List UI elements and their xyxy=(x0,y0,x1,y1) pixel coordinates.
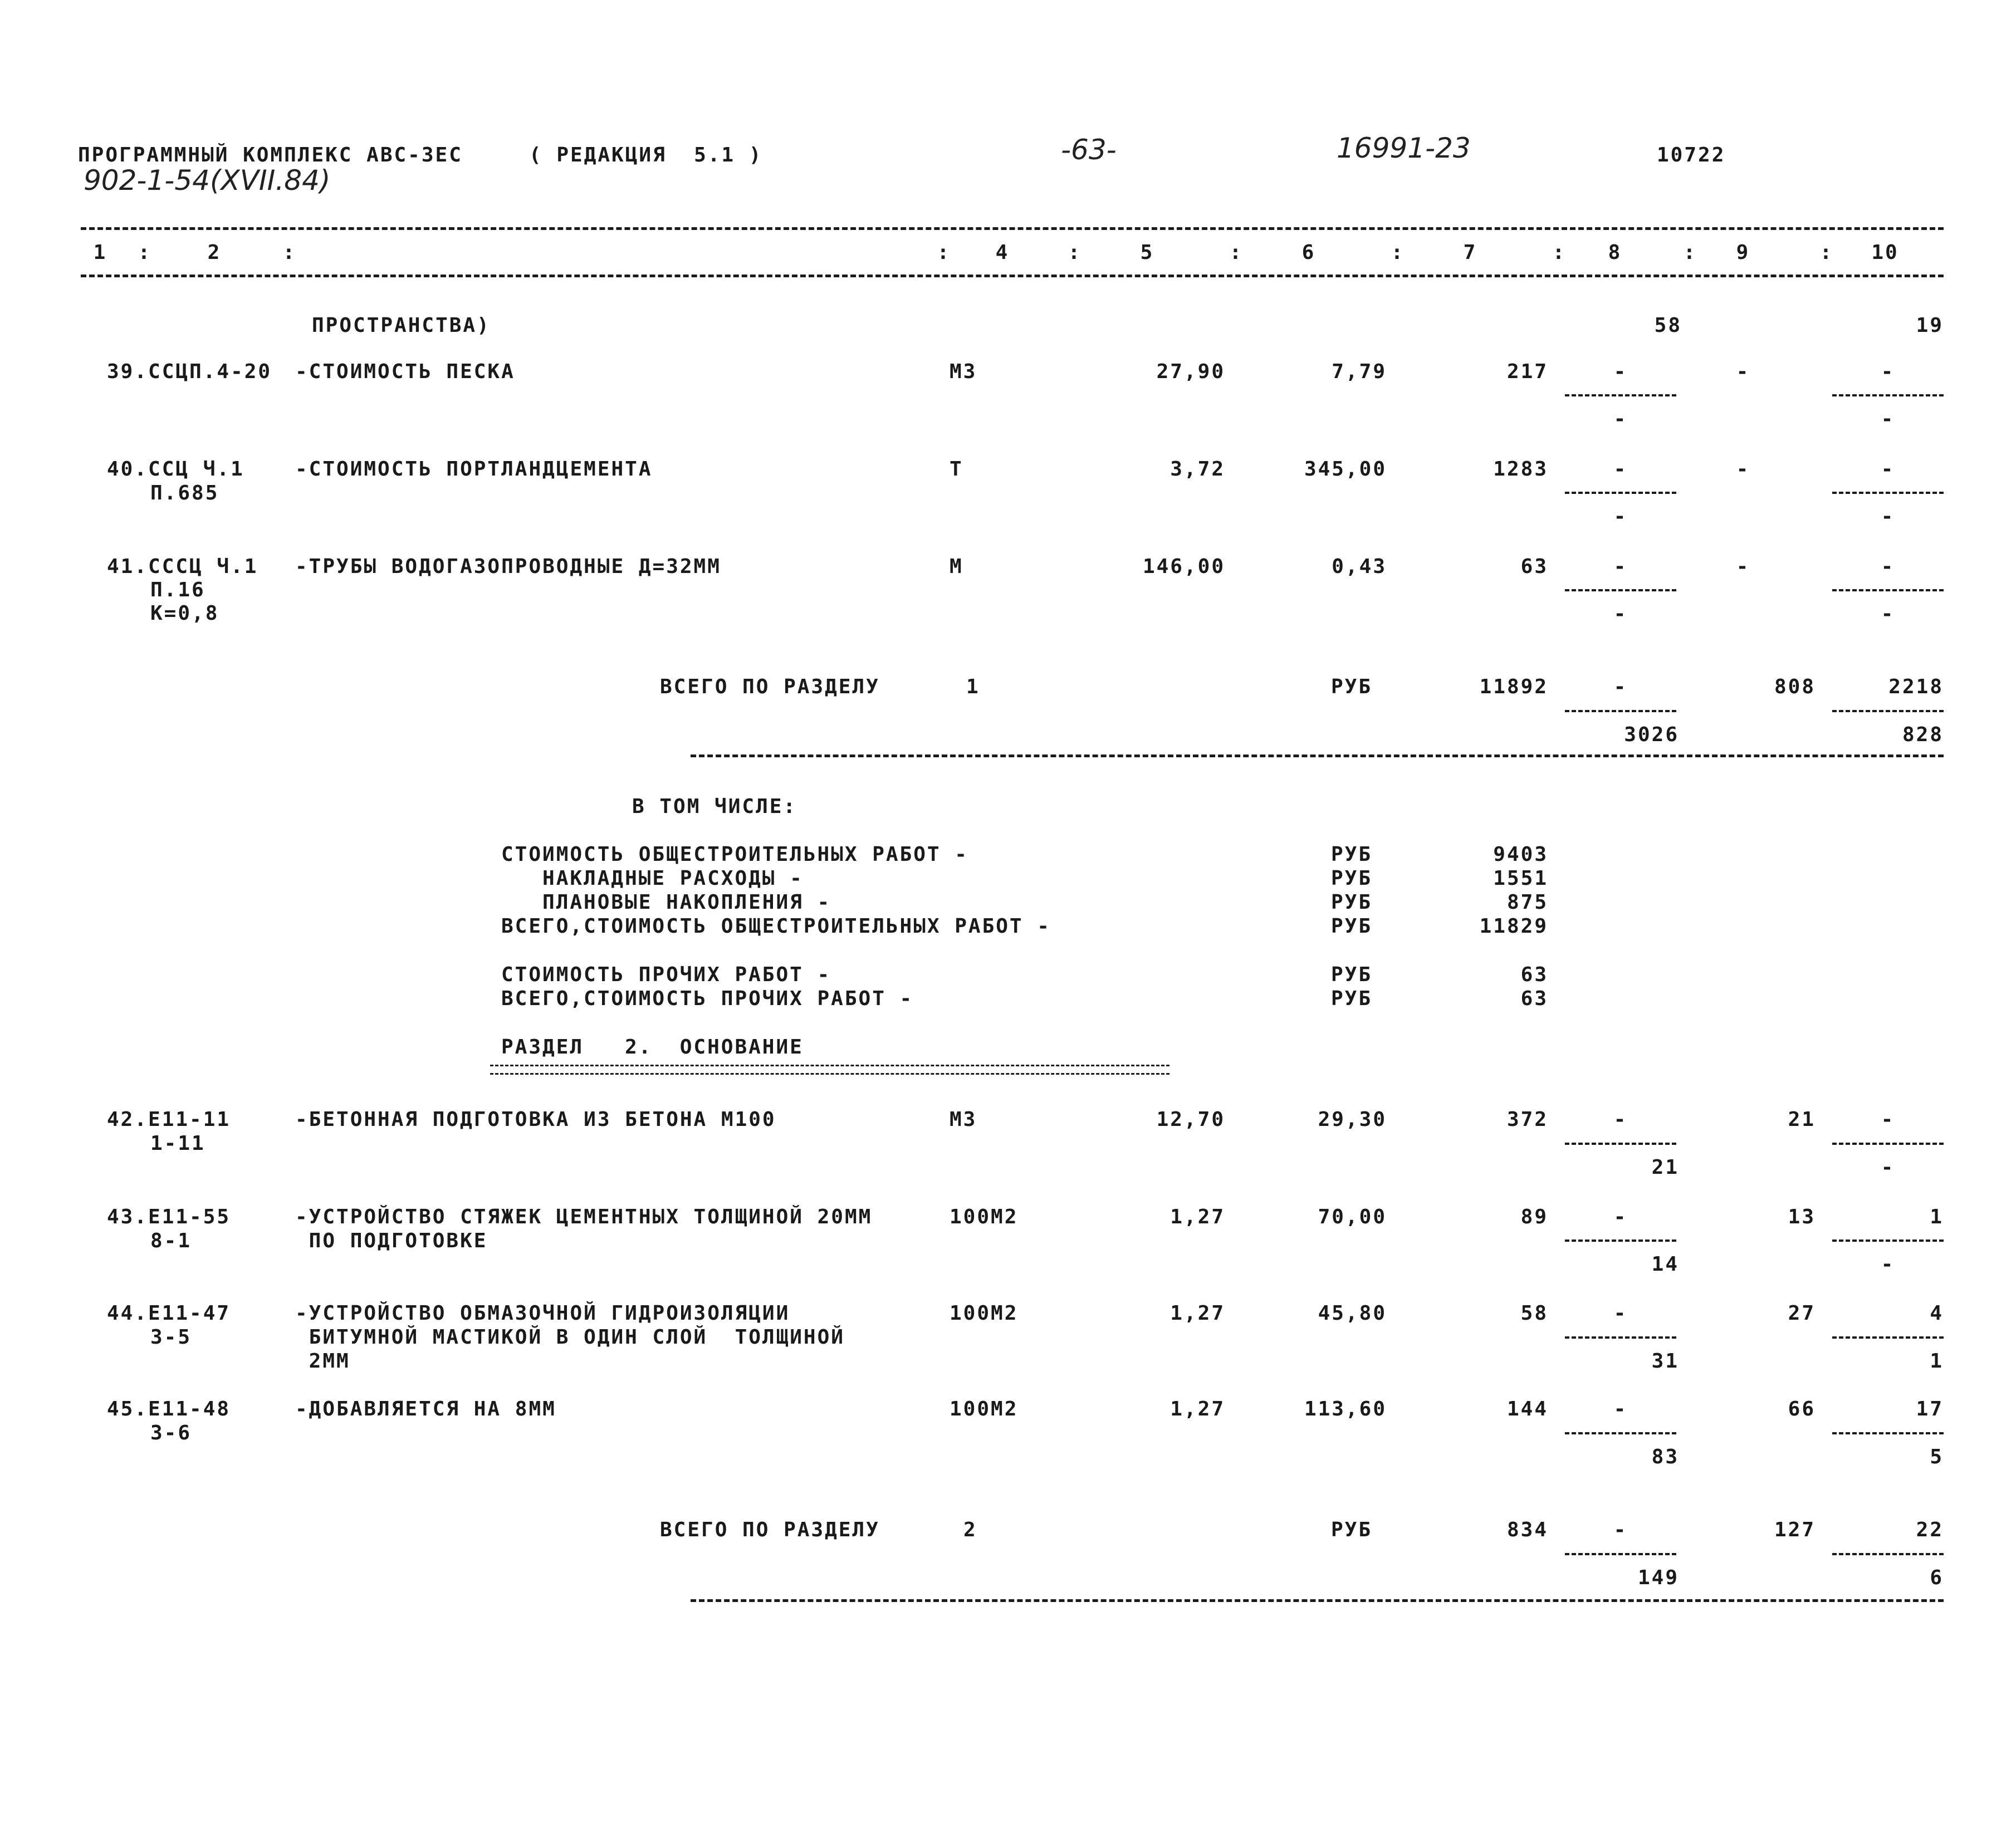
cell-col10: 4 xyxy=(1930,1302,1944,1325)
breakdown-value: 63 xyxy=(1520,987,1548,1010)
cell-col10-sub: - xyxy=(1881,505,1895,528)
column-separator: : xyxy=(1068,241,1082,264)
cell-col8: - xyxy=(1613,555,1628,578)
row-quantity: 146,00 xyxy=(1142,555,1225,578)
column-number: 4 xyxy=(995,241,1010,264)
row-code: 42.Е11-11 xyxy=(107,1108,231,1131)
row-total: 63 xyxy=(1520,555,1548,578)
breakdown-label: СТОИМОСТЬ ОБЩЕСТРОИТЕЛЬНЫХ РАБОТ - xyxy=(501,843,968,866)
cell-col8-sub: - xyxy=(1613,602,1628,625)
cell-col8: - xyxy=(1613,675,1628,698)
cell-col10: 22 xyxy=(1916,1518,1944,1541)
cell-col9: 127 xyxy=(1774,1518,1816,1541)
column-separator: : xyxy=(1552,241,1567,264)
total-unit: РУБ xyxy=(1331,1518,1373,1541)
row-description: -УСТРОЙСТВО ОБМАЗОЧНОЙ ГИДРОИЗОЛЯЦИИ xyxy=(295,1302,790,1325)
row-quantity: 27,90 xyxy=(1156,360,1225,383)
total-value: 834 xyxy=(1506,1518,1548,1541)
column-separator: : xyxy=(1229,241,1244,264)
row-unit: М xyxy=(950,555,963,578)
column-separator: : xyxy=(1819,241,1834,264)
cell-col10-sub: 5 xyxy=(1930,1446,1944,1468)
breakdown-unit: РУБ xyxy=(1331,891,1373,914)
row-quantity: 3,72 xyxy=(1170,458,1225,481)
row-total: 89 xyxy=(1520,1206,1548,1228)
cell-col9: 66 xyxy=(1788,1398,1816,1420)
cell-col8: - xyxy=(1613,1302,1628,1325)
sub-rule xyxy=(1832,1553,1944,1555)
column-number: 7 xyxy=(1463,241,1477,264)
cell-col8: - xyxy=(1613,1108,1628,1131)
column-separator: : xyxy=(138,241,152,264)
cell-col10-sub: 828 xyxy=(1902,723,1944,746)
rule xyxy=(81,275,1944,277)
cell-col8: - xyxy=(1613,1518,1628,1541)
rule xyxy=(691,1599,1944,1602)
cell-col9: 808 xyxy=(1774,675,1816,698)
continued-description: ПРОСТРАНСТВА) xyxy=(312,314,491,337)
column-number: 5 xyxy=(1140,241,1154,264)
row-price: 7,79 xyxy=(1332,360,1387,383)
row-unit: Т xyxy=(950,458,963,481)
row-price: 45,80 xyxy=(1318,1302,1387,1325)
row-price: 29,30 xyxy=(1318,1108,1387,1131)
cell-col8-sub: 14 xyxy=(1651,1253,1679,1276)
breakdown-value: 63 xyxy=(1520,963,1548,986)
breakdown-value: 11829 xyxy=(1479,915,1548,938)
column-number: 6 xyxy=(1301,241,1316,264)
breakdown-label: НАКЛАДНЫЕ РАСХОДЫ - xyxy=(501,867,804,890)
breakdown-value: 1551 xyxy=(1493,867,1548,890)
cell-col10: 2218 xyxy=(1888,675,1944,698)
row-description: 2ММ xyxy=(295,1350,350,1373)
row-code: 8-1 xyxy=(150,1229,192,1252)
row-code: 45.Е11-48 xyxy=(107,1398,231,1420)
cell-col10: 1 xyxy=(1930,1206,1944,1228)
breakdown-unit: РУБ xyxy=(1331,915,1373,938)
column-number: 2 xyxy=(207,241,222,264)
sub-rule xyxy=(1565,492,1676,494)
cell-col9: 27 xyxy=(1788,1302,1816,1325)
row-code: 39.ССЦП.4-20 xyxy=(107,360,272,383)
row-quantity: 1,27 xyxy=(1170,1302,1225,1325)
edition: ( РЕДАКЦИЯ 5.1 ) xyxy=(529,144,763,166)
row-quantity: 12,70 xyxy=(1156,1108,1225,1131)
program-name: ПРОГРАММНЫЙ КОМПЛЕКС АВС-3ЕС xyxy=(78,144,463,166)
cell-col10-sub: - xyxy=(1881,408,1895,430)
sub-rule xyxy=(1832,1143,1944,1145)
cell-col9: - xyxy=(1736,555,1750,578)
row-price: 113,60 xyxy=(1304,1398,1387,1420)
row-description: -СТОИМОСТЬ ПЕСКА xyxy=(295,360,515,383)
section-title: РАЗДЕЛ 2. ОСНОВАНИЕ xyxy=(501,1036,804,1059)
row-price: 345,00 xyxy=(1304,458,1387,481)
total-value: 11892 xyxy=(1479,675,1548,698)
sub-rule xyxy=(1832,1336,1944,1339)
breakdown-unit: РУБ xyxy=(1331,963,1373,986)
sub-rule xyxy=(1565,710,1676,712)
breakdown-label: ПЛАНОВЫЕ НАКОПЛЕНИЯ - xyxy=(501,891,831,914)
cell-col8: - xyxy=(1613,1398,1628,1420)
row-code: 43.Е11-55 xyxy=(107,1206,231,1228)
row-total: 372 xyxy=(1506,1108,1548,1131)
column-number: 9 xyxy=(1736,241,1750,264)
cell-col10-sub: - xyxy=(1881,1253,1895,1276)
sub-rule xyxy=(1565,1553,1676,1555)
cell-col10-sub: 1 xyxy=(1930,1350,1944,1373)
cell-col9: 21 xyxy=(1788,1108,1816,1131)
sub-rule xyxy=(1565,1240,1676,1242)
sub-rule xyxy=(1832,492,1944,494)
column-number: 10 xyxy=(1871,241,1899,264)
project-number: 902-1-54(XVII.84) xyxy=(84,164,331,197)
sub-rule xyxy=(1832,394,1944,396)
breakdown-unit: РУБ xyxy=(1331,867,1373,890)
cell-col10: 19 xyxy=(1916,314,1944,337)
row-code: 3-5 xyxy=(150,1326,192,1349)
sub-rule xyxy=(1565,394,1676,396)
including-title: В ТОМ ЧИСЛЕ: xyxy=(632,795,797,818)
row-description: -ДОБАВЛЯЕТСЯ НА 8ММ xyxy=(295,1398,556,1420)
sub-rule xyxy=(1832,710,1944,712)
cell-col10: - xyxy=(1881,555,1895,578)
cell-col9: 13 xyxy=(1788,1206,1816,1228)
column-separator: : xyxy=(282,241,297,264)
row-price: 70,00 xyxy=(1318,1206,1387,1228)
document-code: 10722 xyxy=(1657,144,1726,166)
cell-col8: - xyxy=(1613,458,1628,481)
cell-col10: 17 xyxy=(1916,1398,1944,1420)
cell-col8-sub: 83 xyxy=(1651,1446,1679,1468)
breakdown-value: 9403 xyxy=(1493,843,1548,866)
cell-col8: - xyxy=(1613,360,1628,383)
row-description: БИТУМНОЙ МАСТИКОЙ В ОДИН СЛОЙ ТОЛЩИНОЙ xyxy=(295,1326,845,1349)
row-unit: 100М2 xyxy=(950,1206,1019,1228)
row-total: 1283 xyxy=(1493,458,1548,481)
row-total: 144 xyxy=(1506,1398,1548,1420)
row-code: П.16 xyxy=(150,579,205,601)
cell-col10-sub: - xyxy=(1881,602,1895,625)
cell-col8-sub: 3026 xyxy=(1624,723,1679,746)
sub-rule xyxy=(1832,589,1944,591)
column-separator: : xyxy=(937,241,951,264)
column-separator: : xyxy=(1683,241,1697,264)
sub-rule xyxy=(1565,1143,1676,1145)
cell-col9: - xyxy=(1736,458,1750,481)
total-unit: РУБ xyxy=(1331,675,1373,698)
column-number: 8 xyxy=(1608,241,1622,264)
breakdown-unit: РУБ xyxy=(1331,987,1373,1010)
row-quantity: 1,27 xyxy=(1170,1206,1225,1228)
row-total: 217 xyxy=(1506,360,1548,383)
column-separator: : xyxy=(1391,241,1405,264)
cell-col10-sub: - xyxy=(1881,1156,1895,1179)
cell-col8: - xyxy=(1613,1206,1628,1228)
total-label: ВСЕГО ПО РАЗДЕЛУ xyxy=(660,1518,880,1541)
row-code: 1-11 xyxy=(150,1132,205,1155)
row-price: 0,43 xyxy=(1332,555,1387,578)
row-code: 44.Е11-47 xyxy=(107,1302,231,1325)
breakdown-unit: РУБ xyxy=(1331,843,1373,866)
cell-col10: - xyxy=(1881,360,1895,383)
cell-col10-sub: 6 xyxy=(1930,1566,1944,1589)
row-code: П.685 xyxy=(150,482,219,504)
cell-col10: - xyxy=(1881,1108,1895,1131)
cell-col10: - xyxy=(1881,458,1895,481)
breakdown-label: ВСЕГО,СТОИМОСТЬ ОБЩЕСТРОИТЕЛЬНЫХ РАБОТ - xyxy=(501,915,1051,938)
column-number: 1 xyxy=(93,241,107,264)
breakdown-value: 875 xyxy=(1506,891,1548,914)
row-description: ПО ПОДГОТОВКЕ xyxy=(295,1229,488,1252)
row-code: К=0,8 xyxy=(150,602,219,625)
cell-col8-sub: 21 xyxy=(1651,1156,1679,1179)
cell-col9: - xyxy=(1736,360,1750,383)
sub-rule xyxy=(1565,1432,1676,1434)
cell-col8-sub: 149 xyxy=(1637,1566,1679,1589)
row-code: 3-6 xyxy=(150,1422,192,1444)
breakdown-label: ВСЕГО,СТОИМОСТЬ ПРОЧИХ РАБОТ - xyxy=(501,987,914,1010)
total-label: ВСЕГО ПО РАЗДЕЛУ xyxy=(660,675,880,698)
page-number: -63- xyxy=(1061,134,1117,166)
double-rule xyxy=(490,1065,1170,1075)
sub-rule xyxy=(1565,1336,1676,1339)
cell-col8-sub: - xyxy=(1613,408,1628,430)
row-code: 40.ССЦ Ч.1 xyxy=(107,458,244,481)
breakdown-label: СТОИМОСТЬ ПРОЧИХ РАБОТ - xyxy=(501,963,831,986)
row-quantity: 1,27 xyxy=(1170,1398,1225,1420)
row-code: 41.СССЦ Ч.1 xyxy=(107,555,258,578)
row-total: 58 xyxy=(1520,1302,1548,1325)
rule xyxy=(81,227,1944,230)
row-unit: М3 xyxy=(950,360,977,383)
document-number: 16991-23 xyxy=(1337,132,1471,164)
row-unit: М3 xyxy=(950,1108,977,1131)
cell-col8: 58 xyxy=(1654,314,1682,337)
section-number: 1 xyxy=(966,675,980,698)
sub-rule xyxy=(1832,1240,1944,1242)
row-unit: 100М2 xyxy=(950,1302,1019,1325)
sub-rule xyxy=(1565,589,1676,591)
row-description: -УСТРОЙСТВО СТЯЖЕК ЦЕМЕНТНЫХ ТОЛЩИНОЙ 20ММ xyxy=(295,1206,873,1228)
cell-col8-sub: 31 xyxy=(1651,1350,1679,1373)
sub-rule xyxy=(1832,1432,1944,1434)
row-unit: 100М2 xyxy=(950,1398,1019,1420)
row-description: -ТРУБЫ ВОДОГАЗОПРОВОДНЫЕ Д=32ММ xyxy=(295,555,721,578)
section-number: 2 xyxy=(963,1518,977,1541)
row-description: -СТОИМОСТЬ ПОРТЛАНДЦЕМЕНТА xyxy=(295,458,653,481)
rule xyxy=(691,755,1944,757)
cell-col8-sub: - xyxy=(1613,505,1628,528)
row-description: -БЕТОННАЯ ПОДГОТОВКА ИЗ БЕТОНА М100 xyxy=(295,1108,776,1131)
